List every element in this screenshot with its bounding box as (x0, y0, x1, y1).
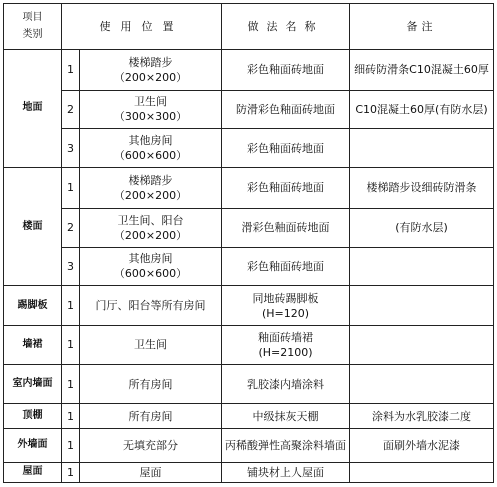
note-cell: (有防水层) (350, 208, 494, 247)
header-category (4, 4, 62, 50)
tile-size: （300×300） (113, 110, 188, 124)
table-row (4, 364, 494, 404)
row-number: 1 (62, 326, 80, 365)
method-name: 中级抹灰天棚 (252, 409, 319, 423)
row-number: 3 (62, 129, 80, 168)
location-cell (80, 49, 222, 90)
tile-size: （600×600） (113, 267, 188, 281)
note-cell (350, 129, 494, 168)
table-row (4, 428, 494, 462)
method-height: (H=120) (261, 306, 310, 320)
method-cell (222, 462, 350, 482)
category-cell: 楼面 (4, 168, 62, 286)
header-location: 使用位置 (62, 4, 222, 50)
category-cell: 地面 (4, 49, 62, 167)
table-row (4, 326, 494, 365)
method-cell (222, 364, 350, 404)
note-cell (350, 364, 494, 404)
method-cell (222, 326, 350, 365)
note-cell: C10混凝土60厚(有防水层) (350, 90, 494, 129)
method-cell: 彩色釉面砖地面 (222, 49, 350, 90)
table-row (4, 208, 494, 247)
row-number: 1 (62, 49, 80, 90)
tile-size: （200×200） (113, 70, 188, 84)
category-cell: 外墙面 (4, 428, 62, 462)
location-cell (80, 90, 222, 129)
location-cell: 无填充部分 (80, 428, 222, 462)
header-notes: 备注 (350, 4, 494, 50)
row-number: 3 (62, 247, 80, 286)
category-cell: 墙裙 (4, 326, 62, 365)
header-method: 做法名称 (222, 4, 350, 50)
location-cell (80, 129, 222, 168)
location-cell: 卫生间 (80, 326, 222, 365)
row-number: 1 (62, 168, 80, 209)
method-name: 铺块材上人屋面 (247, 465, 324, 479)
location-cell: 所有房间 (80, 404, 222, 428)
tile-size: （200×200） (113, 188, 188, 202)
header-row (4, 4, 494, 50)
note-cell (350, 326, 494, 365)
method-cell: 彩色釉面砖地面 (222, 247, 350, 286)
row-number: 1 (62, 286, 80, 326)
table-row (4, 129, 494, 168)
table-row (4, 49, 494, 90)
method-name: 同地砖踢脚板 (252, 291, 319, 305)
method-name: 丙稀酸弹性高聚涂料墙面 (225, 438, 346, 452)
method-name: 釉面砖墙裙 (258, 330, 313, 344)
location-cell: 所有房间 (80, 364, 222, 404)
category-cell: 顶棚 (4, 404, 62, 428)
note-cell: 细砖防滑条C10混凝土60厚 (350, 49, 494, 90)
location-cell (80, 208, 222, 247)
row-number: 1 (62, 404, 80, 428)
method-cell: 防滑彩色釉面砖地面 (222, 90, 350, 129)
table-row (4, 286, 494, 326)
location-name: 楼梯踏步 (128, 55, 173, 69)
method-cell: 彩色釉面砖地面 (222, 168, 350, 209)
location-name: 卫生间 (134, 95, 167, 109)
note-cell (350, 247, 494, 286)
header-category-line2: 类别 (22, 29, 43, 41)
row-number: 1 (62, 364, 80, 404)
location-name: 其他房间 (128, 252, 173, 266)
location-name: 楼梯踏步 (128, 173, 173, 187)
table-row (4, 90, 494, 129)
location-cell: 屋面 (80, 462, 222, 482)
note-cell: 涂料为水乳胶漆二度 (350, 404, 494, 428)
table-row (4, 462, 494, 482)
method-cell: 彩色釉面砖地面 (222, 129, 350, 168)
table-row (4, 168, 494, 209)
method-cell (222, 286, 350, 326)
note-cell: 楼梯踏步设细砖防滑条 (350, 168, 494, 209)
method-cell (222, 428, 350, 462)
location-name: 卫生间、阳台 (117, 213, 184, 227)
method-name: 乳胶漆内墙涂料 (247, 377, 324, 391)
header-category-line1: 项目 (22, 12, 43, 24)
table-row (4, 404, 494, 428)
location-name: 其他房间 (128, 134, 173, 148)
note-cell: 面刷外墙水泥漆 (350, 428, 494, 462)
location-cell: 门厅、阳台等所有房间 (80, 286, 222, 326)
location-cell (80, 168, 222, 209)
category-cell: 屋面 (4, 462, 62, 482)
row-number: 2 (62, 90, 80, 129)
tile-size: （200×200） (113, 228, 188, 242)
row-number: 1 (62, 428, 80, 462)
tile-size: （600×600） (113, 149, 188, 163)
row-number: 1 (62, 462, 80, 482)
table-row (4, 247, 494, 286)
method-cell (222, 404, 350, 428)
category-cell: 踢脚板 (4, 286, 62, 326)
row-number: 2 (62, 208, 80, 247)
method-height: (H=2100) (258, 345, 313, 359)
note-cell (350, 462, 494, 482)
location-cell (80, 247, 222, 286)
method-cell: 滑彩色釉面砖地面 (222, 208, 350, 247)
finishing-schedule-table (3, 3, 494, 483)
category-cell: 室内墙面 (4, 364, 62, 404)
note-cell (350, 286, 494, 326)
